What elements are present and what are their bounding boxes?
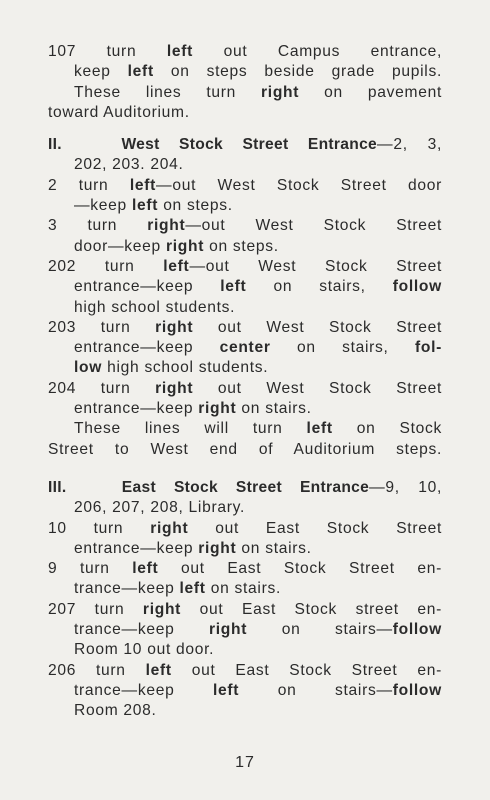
emphasis-word: right <box>209 621 248 639</box>
section-heading: II. West Stock Street Entrance—2, 3, <box>48 136 442 154</box>
emphasis-word: left <box>212 681 240 699</box>
emphasis-word: left <box>166 43 194 60</box>
text-line: Room 208. <box>74 702 157 720</box>
text-line: trance—keep left on stairs—follow <box>74 681 442 699</box>
emphasis-word: right <box>155 379 194 397</box>
text-line: door—keep right on steps. <box>74 237 279 255</box>
text-line: high school students. <box>74 298 236 316</box>
text-line: Room 10 out door. <box>74 641 215 659</box>
section-heading: III. East Stock Street Entrance—9, 10, <box>48 478 442 496</box>
emphasis-word: left <box>132 560 159 578</box>
emphasis-word: follow <box>392 278 442 296</box>
emphasis-word: right <box>261 83 300 101</box>
section-title: West Stock Street Entrance <box>121 136 378 154</box>
text-line: 207 turn right out East Stock street en- <box>48 600 443 618</box>
emphasis-word: left <box>129 176 157 194</box>
text-line: low high school students. <box>74 359 269 377</box>
text-line: entrance—keep right on stairs. <box>74 400 312 418</box>
emphasis-word: right <box>198 400 237 418</box>
page-number: 17 <box>235 754 255 771</box>
text-line: 3 turn right—out West Stock Street <box>48 217 443 235</box>
emphasis-word: right <box>155 318 194 336</box>
text-line: —keep left on steps. <box>74 197 233 215</box>
spacer <box>48 460 442 478</box>
emphasis-word: right <box>198 539 237 557</box>
emphasis-word: left <box>131 197 159 215</box>
spacer <box>48 123 442 135</box>
text-line: 203 turn right out West Stock Street <box>48 318 443 336</box>
emphasis-word: right <box>142 600 182 618</box>
emphasis-word: follow <box>392 681 442 699</box>
text-line: entrance—keep center on stairs, fol- <box>74 339 442 357</box>
text-line: These lines turn right on pavement <box>74 83 442 101</box>
text-line: These lines will turn left on Stock <box>74 420 442 438</box>
text-line: trance—keep right on stairs—follow <box>74 621 442 639</box>
text-line: entrance—keep right on stairs. <box>74 539 312 557</box>
text-line: trance—keep left on stairs. <box>74 580 281 598</box>
emphasis-word: left <box>179 580 206 598</box>
emphasis-word: left <box>127 63 154 81</box>
emphasis-word: right <box>147 217 186 235</box>
text-line: Street to West end of Auditorium steps. <box>48 440 442 458</box>
emphasis-word: low <box>74 359 103 377</box>
section-numeral: III. <box>48 478 67 496</box>
text-line: 202 turn left—out West Stock Street <box>48 257 443 275</box>
text-line: toward Auditorium. <box>48 103 190 121</box>
emphasis-word: right <box>165 237 205 255</box>
emphasis-word: follow <box>392 621 442 639</box>
emphasis-word: right <box>150 519 189 537</box>
page-text <box>48 42 442 722</box>
text-line: 9 turn left out East Stock Street en- <box>48 560 443 578</box>
text-line: 204 turn right out West Stock Street <box>48 379 443 397</box>
text-line: 2 turn left—out West Stock Street door <box>48 176 443 194</box>
text-line: 206, 207, 208, Library. <box>74 499 245 517</box>
text-line: keep left on steps beside grade pupils. <box>74 63 442 81</box>
text-line: 107 turn left out Campus entrance, <box>48 43 442 60</box>
emphasis-word: left <box>220 278 247 296</box>
text-line: 206 turn left out East Stock Street en- <box>48 661 442 679</box>
text-line: 202, 203. 204. <box>74 156 184 174</box>
emphasis-word: left <box>163 257 190 275</box>
text-line: 10 turn right out East Stock Street <box>48 519 442 537</box>
section-title: East Stock Street Entrance <box>121 478 370 496</box>
emphasis-word: left <box>145 661 172 679</box>
emphasis-word: fol- <box>414 339 442 357</box>
text-line: entrance—keep left on stairs, follow <box>74 278 442 296</box>
section-numeral: II. <box>48 136 62 154</box>
emphasis-word: left <box>306 420 333 438</box>
emphasis-word: center <box>219 339 271 357</box>
